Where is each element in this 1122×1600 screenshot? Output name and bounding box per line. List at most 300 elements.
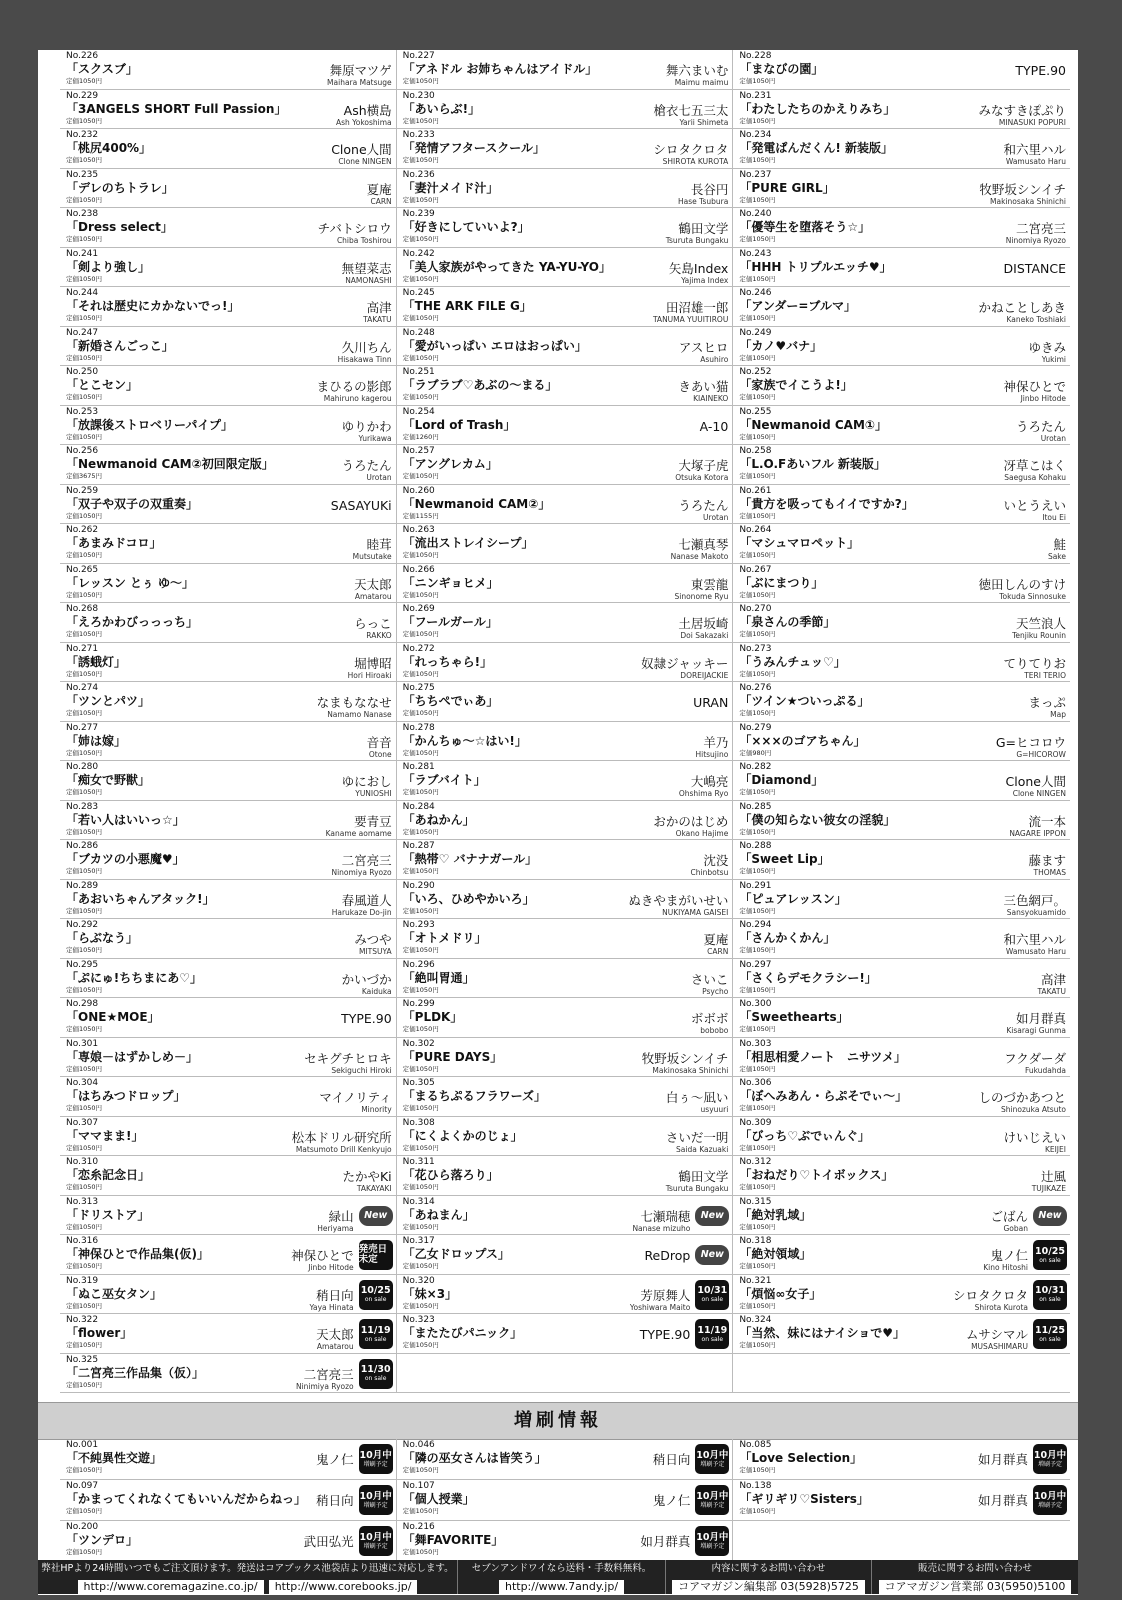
author-name-romaji: Ninimiya Ryozo [295, 1381, 354, 1391]
author-name-romaji: MUSASHIMARU [971, 1342, 1028, 1351]
book-price: 定価1050円 [66, 274, 103, 283]
author-name: 和六里ハル [1003, 932, 1066, 947]
author-name: フクダーダ [1004, 1050, 1066, 1066]
book-title: 「Newmanoid CAM①」 [739, 417, 888, 432]
book-number: No.313 [66, 1196, 99, 1207]
empty-cell [733, 1521, 1070, 1562]
badge-label: 10月中 [1033, 1449, 1067, 1461]
book-price: 定価1155円 [402, 511, 439, 520]
book-entry[interactable] [733, 1275, 1070, 1315]
book-number: No.309 [739, 1117, 772, 1128]
book-price: 定価1050円 [739, 274, 776, 283]
book-entry[interactable] [397, 1521, 734, 1562]
book-entry[interactable] [397, 1275, 734, 1315]
book-entry[interactable] [397, 682, 734, 722]
book-entry[interactable] [397, 761, 734, 801]
book-entry[interactable] [397, 1196, 734, 1236]
author-name-romaji: usyuuri [700, 1105, 729, 1114]
book-number: No.276 [739, 683, 772, 693]
book-price: 定価1050円 [66, 748, 103, 757]
author-name-romaji: Ohshima Ryo [678, 789, 729, 798]
book-entry[interactable] [60, 880, 397, 920]
book-entry[interactable] [60, 406, 397, 446]
book-number: No.290 [402, 880, 435, 891]
book-number: No.227 [402, 51, 435, 61]
book-number: No.046 [402, 1440, 435, 1450]
book-number: No.265 [66, 564, 99, 575]
book-title: 「ブカツの小悪魔♥」 [66, 852, 185, 866]
book-entry[interactable] [60, 169, 397, 209]
book-number: No.250 [66, 367, 99, 377]
book-entry[interactable] [60, 959, 397, 999]
book-entry[interactable] [397, 1077, 734, 1117]
book-entry[interactable] [733, 919, 1070, 959]
badge-sublabel: 増刷予定 [363, 1542, 388, 1550]
book-entry[interactable] [733, 445, 1070, 485]
book-price: 定価1050円 [739, 1466, 776, 1474]
badge-sublabel: 増刷予定 [1037, 1501, 1062, 1509]
book-entry[interactable] [733, 1235, 1070, 1275]
author-name: なまもななせ [316, 695, 392, 710]
author-name-romaji: Kaname aomame [325, 828, 392, 838]
footer-url-books[interactable]: http://www.corebooks.jp/ [269, 1580, 418, 1594]
book-entry[interactable] [60, 919, 397, 959]
book-entry[interactable] [397, 643, 734, 683]
book-entry[interactable] [60, 129, 397, 169]
book-entry[interactable] [733, 1077, 1070, 1117]
book-entry[interactable] [397, 1117, 734, 1157]
badge-label: 11/19 [360, 1324, 391, 1336]
author-name-romaji: Fukudahda [1024, 1065, 1066, 1075]
book-entry[interactable] [60, 90, 397, 130]
book-price: 定価1260円 [402, 432, 439, 441]
book-entry[interactable] [397, 169, 734, 209]
book-entry[interactable] [60, 524, 397, 564]
book-entry[interactable] [397, 1038, 734, 1078]
book-title: 「ニンギョヒメ」 [402, 575, 499, 590]
author-name-romaji: Saegusa Kohaku [1004, 473, 1066, 482]
author-name-romaji: Sansyokuamido [1006, 907, 1066, 917]
book-entry[interactable] [733, 840, 1070, 880]
book-entry[interactable] [397, 248, 734, 288]
badge-label: 10月中 [696, 1531, 729, 1543]
footer-url-core[interactable]: http://www.coremagazine.co.jp/ [78, 1580, 264, 1594]
author-name: 二宮亮三 [303, 1366, 354, 1382]
book-price: 定価1050円 [66, 393, 103, 401]
book-number: No.291 [739, 880, 772, 891]
book-entry[interactable] [733, 1480, 1070, 1521]
book-price: 定価1050円 [66, 511, 103, 520]
book-entry[interactable] [397, 485, 734, 525]
book-entry[interactable] [733, 603, 1070, 643]
book-entry[interactable] [60, 1521, 397, 1562]
book-price: 定価1050円 [739, 709, 776, 717]
author-name: 如月群真 [640, 1534, 691, 1549]
book-number: No.264 [739, 525, 772, 535]
author-name-romaji: DOREIJACKIE [680, 670, 729, 680]
author-name: まっぷ [1028, 695, 1066, 710]
author-name: 天竺浪人 [1015, 616, 1066, 631]
book-title: 「えろかわびっっっち」 [66, 615, 199, 629]
book-title: 「スクスブ」 [66, 62, 138, 76]
book-title: 「貴方を吸ってもイイですか?」 [739, 496, 914, 511]
author-name: うろたん [341, 458, 392, 473]
book-entry[interactable] [397, 840, 734, 880]
author-name-romaji: Tsuruta Bungaku [665, 236, 729, 245]
empty-cell [397, 1354, 734, 1394]
book-number: No.241 [66, 248, 99, 259]
badge-label: 11/25 [1035, 1324, 1065, 1336]
book-entry[interactable] [60, 1038, 397, 1078]
book-price: 定価1050円 [402, 669, 439, 678]
author-name: 松本ドリル研究所 [291, 1129, 392, 1145]
book-entry[interactable] [397, 801, 734, 841]
book-entry[interactable] [733, 90, 1070, 130]
author-name: うろたん [678, 497, 729, 513]
book-title: 「ちちぺでぃあ」 [402, 694, 499, 708]
book-number: No.255 [739, 406, 772, 417]
author-name-romaji: Amatarou [316, 1342, 354, 1351]
book-entry[interactable] [60, 682, 397, 722]
author-name: まひるの影郎 [316, 379, 392, 394]
book-number: No.270 [739, 604, 772, 614]
book-entry[interactable] [397, 366, 734, 406]
book-price: 定価1050円 [739, 551, 776, 559]
author-name: 天太郎 [316, 1327, 354, 1342]
badge-sublabel: 増刷予定 [700, 1460, 725, 1468]
book-price: 定価1050円 [402, 77, 439, 85]
book-entry[interactable] [397, 1156, 734, 1196]
book-entry[interactable] [397, 722, 734, 762]
footer-editorial-contact [666, 1560, 872, 1594]
book-entry[interactable] [733, 998, 1070, 1038]
book-entry[interactable] [60, 1480, 397, 1521]
book-entry[interactable] [733, 761, 1070, 801]
book-entry[interactable] [397, 90, 734, 130]
footer-sales-contact [872, 1560, 1078, 1594]
author-name: かねことしあき [978, 300, 1066, 315]
book-price: 定価1050円 [739, 156, 776, 164]
author-name: 鬼ノ仁 [316, 1452, 354, 1467]
book-title: 「それは歴史にカかないでっ!」 [66, 299, 240, 313]
author-name-romaji: Ninomiya Ryozo [1005, 236, 1066, 245]
badge-label: 10/31 [697, 1285, 728, 1296]
author-name: シロタクロタ [653, 142, 729, 157]
author-name: チバトシロウ [317, 221, 392, 236]
book-number: No.226 [66, 51, 99, 61]
book-price: 定価1050円 [402, 1507, 439, 1515]
author-name: 流一本 [1028, 813, 1066, 829]
author-name: さいだ一明 [665, 1129, 729, 1145]
book-title: 「flower」 [66, 1326, 133, 1340]
book-entry[interactable] [733, 564, 1070, 604]
book-title: 「花ひら落ろり」 [402, 1168, 499, 1182]
author-name-romaji: Sekiguchi Hiroki [331, 1065, 392, 1075]
book-number: No.289 [66, 880, 99, 891]
badge-sublabel: 増刷予定 [700, 1542, 725, 1550]
author-name-romaji: Jinbo Hitode [1020, 394, 1066, 403]
book-number: No.274 [66, 683, 99, 693]
book-entry[interactable] [733, 485, 1070, 525]
author-name: 夏庵 [703, 932, 729, 947]
book-entry[interactable] [397, 959, 734, 999]
badge-sublabel: on sale [364, 1375, 387, 1382]
book-price: 定価1050円 [402, 274, 439, 283]
footer-url-7andy[interactable]: http://www.7andy.jp/ [499, 1580, 624, 1594]
book-number: No.229 [66, 90, 99, 101]
author-name: 鬼ノ仁 [652, 1493, 691, 1508]
book-price: 定価980円 [739, 748, 772, 757]
book-entry[interactable] [733, 1038, 1070, 1078]
book-price: 定価1050円 [66, 551, 103, 559]
author-name: 天太郎 [354, 576, 392, 592]
book-price: 定価1050円 [66, 116, 103, 125]
book-entry[interactable] [60, 485, 397, 525]
book-entry[interactable] [60, 208, 397, 248]
author-name: 鬼ノ仁 [990, 1248, 1028, 1263]
book-number: No.244 [66, 288, 99, 298]
book-number: No.240 [739, 209, 772, 219]
book-entry[interactable] [397, 1314, 734, 1354]
author-name: 如月群真 [1015, 1011, 1066, 1026]
author-name-romaji: Kisaragi Gunma [1006, 1026, 1066, 1035]
book-entry[interactable] [60, 643, 397, 683]
book-entry[interactable] [733, 643, 1070, 683]
book-number: No.277 [66, 722, 99, 733]
book-number: No.286 [66, 841, 99, 851]
book-title: 「若い人はいいっ☆」 [66, 812, 185, 827]
book-entry[interactable] [733, 682, 1070, 722]
author-name: ゆきみ [1028, 339, 1066, 355]
badge-label: New [700, 1249, 724, 1260]
book-number: No.216 [402, 1522, 435, 1532]
author-name-romaji: Doi Sakazaki [680, 631, 729, 640]
book-entry[interactable] [397, 1235, 734, 1275]
book-number: No.239 [402, 209, 435, 219]
badge-sublabel: on sale [1039, 1335, 1061, 1343]
book-title: 「アンダー=ブルマ」 [739, 299, 856, 313]
author-name: 奴隷ジャッキー [641, 655, 729, 671]
book-entry[interactable] [397, 445, 734, 485]
author-name: 如月群真 [977, 1493, 1028, 1508]
book-entry[interactable] [60, 366, 397, 406]
author-name-romaji: bobobo [700, 1026, 729, 1035]
book-number: No.305 [402, 1078, 435, 1088]
book-entry[interactable] [60, 603, 397, 643]
book-entry[interactable] [733, 169, 1070, 209]
book-entry[interactable] [60, 1156, 397, 1196]
book-price: 定価1050円 [739, 1222, 776, 1231]
book-entry[interactable] [733, 1117, 1070, 1157]
book-number: No.281 [402, 762, 435, 772]
book-entry[interactable] [733, 1156, 1070, 1196]
author-name-romaji: Hase Tsubura [677, 196, 729, 206]
book-title: 「熱帯♡ バナナガール」 [402, 852, 538, 866]
book-entry[interactable] [60, 248, 397, 288]
book-entry[interactable] [60, 1077, 397, 1117]
badge-sublabel: on sale [701, 1335, 724, 1343]
author-name-romaji: Yaya Hinata [309, 1302, 354, 1312]
book-number: No.316 [66, 1236, 99, 1246]
author-name-romaji: Urotan [1040, 433, 1066, 443]
book-price: 定価1050円 [402, 235, 439, 243]
book-title: 「ラブラブ♡あぶの～まる」 [402, 378, 558, 392]
book-entry[interactable] [733, 287, 1070, 327]
author-name: ゆにおし [341, 774, 392, 789]
book-entry[interactable] [733, 1196, 1070, 1236]
book-price: 定価1050円 [402, 1064, 439, 1073]
book-number: No.311 [402, 1157, 435, 1167]
book-entry[interactable] [60, 327, 397, 367]
author-name-romaji: Shinozuka Atsuto [1001, 1105, 1066, 1114]
author-name-romaji: NUKIYAMA GAISEI [662, 907, 729, 917]
book-entry[interactable] [60, 445, 397, 485]
book-entry[interactable] [397, 1480, 734, 1521]
book-entry[interactable] [60, 761, 397, 801]
author-name: 睦茸 [366, 537, 392, 552]
book-entry[interactable] [397, 406, 734, 446]
book-entry[interactable] [60, 1196, 397, 1236]
book-price: 定価1050円 [66, 630, 103, 638]
book-number: No.262 [66, 525, 99, 535]
author-name-romaji: MITSUYA [359, 947, 392, 956]
author-name-romaji: MINASUKI POPURI [998, 117, 1066, 127]
author-name: SASAYUKi [330, 497, 392, 513]
author-name: みつや [354, 932, 392, 947]
book-entry[interactable] [733, 50, 1070, 90]
book-price: 定価1050円 [66, 156, 103, 164]
book-title: 「妹×3」 [402, 1286, 458, 1301]
badge-label: 10月中 [696, 1490, 729, 1502]
book-entry[interactable] [60, 564, 397, 604]
book-entry[interactable] [733, 129, 1070, 169]
author-name-romaji: Hori Hiroaki [347, 670, 392, 680]
book-number: No.269 [402, 604, 435, 614]
book-entry[interactable] [397, 603, 734, 643]
footer-order-info [38, 1560, 458, 1594]
author-name: 二宮亮三 [1015, 221, 1066, 236]
book-entry[interactable] [60, 1354, 397, 1394]
footer-editorial-phone: コアマガジン編集部 03(5928)5725 [672, 1580, 865, 1594]
book-entry[interactable] [60, 1275, 397, 1315]
author-name: Clone人間 [1005, 774, 1066, 789]
book-number: No.318 [739, 1236, 772, 1246]
author-name: 緑山 [328, 1208, 354, 1224]
author-name-romaji: Heriyama [317, 1223, 354, 1233]
book-entry[interactable] [397, 880, 734, 920]
author-name: 牧野坂シンイチ [641, 1050, 729, 1066]
book-number: No.271 [66, 643, 99, 654]
book-entry[interactable] [60, 287, 397, 327]
book-entry[interactable] [60, 998, 397, 1038]
book-entry[interactable] [733, 722, 1070, 762]
book-entry[interactable] [60, 1439, 397, 1480]
footer-seven-note: セブンアンドワイなら送料・手数料無料。 [471, 1563, 652, 1574]
book-entry[interactable] [60, 1235, 397, 1275]
book-price: 定価1050円 [402, 1143, 439, 1152]
author-name: 舞原マツゲ [329, 63, 392, 78]
book-entry[interactable] [733, 801, 1070, 841]
author-name-romaji: Chinbotsu [690, 868, 729, 877]
book-entry[interactable] [733, 406, 1070, 446]
author-name-romaji: TAKATU [1037, 986, 1066, 996]
book-price: 定価1050円 [402, 195, 439, 204]
author-name-romaji: CARN [370, 196, 392, 206]
author-name: 堀博昭 [354, 655, 392, 671]
book-entry[interactable] [733, 248, 1070, 288]
book-entry[interactable] [397, 287, 734, 327]
author-name: 田沼雄一郎 [665, 300, 729, 315]
book-entry[interactable] [733, 1314, 1070, 1354]
book-number: No.243 [739, 248, 772, 259]
book-price: 定価1050円 [402, 1301, 439, 1310]
book-number: No.325 [66, 1354, 99, 1365]
book-number: No.138 [739, 1481, 772, 1491]
book-number: No.314 [402, 1196, 435, 1207]
book-number: No.252 [739, 367, 772, 377]
book-title: 「ぷにゅ!ちちまにあ♡」 [66, 970, 202, 985]
book-entry[interactable] [397, 327, 734, 367]
book-price: 定価1050円 [739, 867, 776, 875]
book-entry[interactable] [397, 998, 734, 1038]
book-entry[interactable] [397, 564, 734, 604]
book-title: 「ツイン★ついっぷる」 [739, 694, 870, 708]
book-entry[interactable] [397, 1439, 734, 1480]
book-entry[interactable] [60, 722, 397, 762]
book-entry[interactable] [397, 129, 734, 169]
author-name: 高津 [366, 300, 392, 315]
book-number: No.258 [739, 446, 772, 456]
book-title: 「誘蛾灯」 [66, 654, 127, 669]
empty-cell [733, 1354, 1070, 1394]
book-entry[interactable] [733, 208, 1070, 248]
book-entry[interactable] [60, 1314, 397, 1354]
book-entry[interactable] [60, 801, 397, 841]
book-number: No.283 [66, 801, 99, 812]
book-entry[interactable] [733, 366, 1070, 406]
book-title: 「ピュアレッスン」 [739, 891, 847, 906]
book-entry[interactable] [60, 840, 397, 880]
book-price: 定価1050円 [402, 314, 439, 322]
author-name: しのづかあつと [978, 1090, 1066, 1105]
book-entry[interactable] [733, 327, 1070, 367]
book-entry[interactable] [60, 1117, 397, 1157]
book-title: 「PURE DAYS」 [402, 1049, 503, 1064]
book-entry[interactable] [733, 959, 1070, 999]
book-entry[interactable] [733, 880, 1070, 920]
author-name: TYPE.90 [341, 1011, 392, 1026]
book-price: 定価1050円 [739, 1301, 776, 1310]
book-price: 定価1050円 [66, 1507, 103, 1515]
book-entry[interactable] [733, 1439, 1070, 1480]
book-entry[interactable] [397, 50, 734, 90]
book-number: No.268 [66, 604, 99, 614]
author-name: 藤ます [1028, 853, 1066, 868]
book-entry[interactable] [397, 208, 734, 248]
author-name: 土居坂崎 [678, 616, 729, 631]
author-name: 武田弘光 [303, 1534, 354, 1549]
book-entry[interactable] [733, 524, 1070, 564]
book-entry[interactable] [397, 524, 734, 564]
book-entry[interactable] [397, 919, 734, 959]
author-name: 音音 [366, 734, 392, 750]
book-price: 定価1050円 [402, 1262, 439, 1270]
author-name-romaji: Mahiruno kagerou [323, 394, 392, 403]
book-entry[interactable] [60, 50, 397, 90]
book-title: 「ギリギリ♡Sisters」 [739, 1492, 869, 1506]
badge-label: 10/25 [360, 1285, 391, 1296]
book-title: 「はちみつドロップ」 [66, 1089, 186, 1103]
